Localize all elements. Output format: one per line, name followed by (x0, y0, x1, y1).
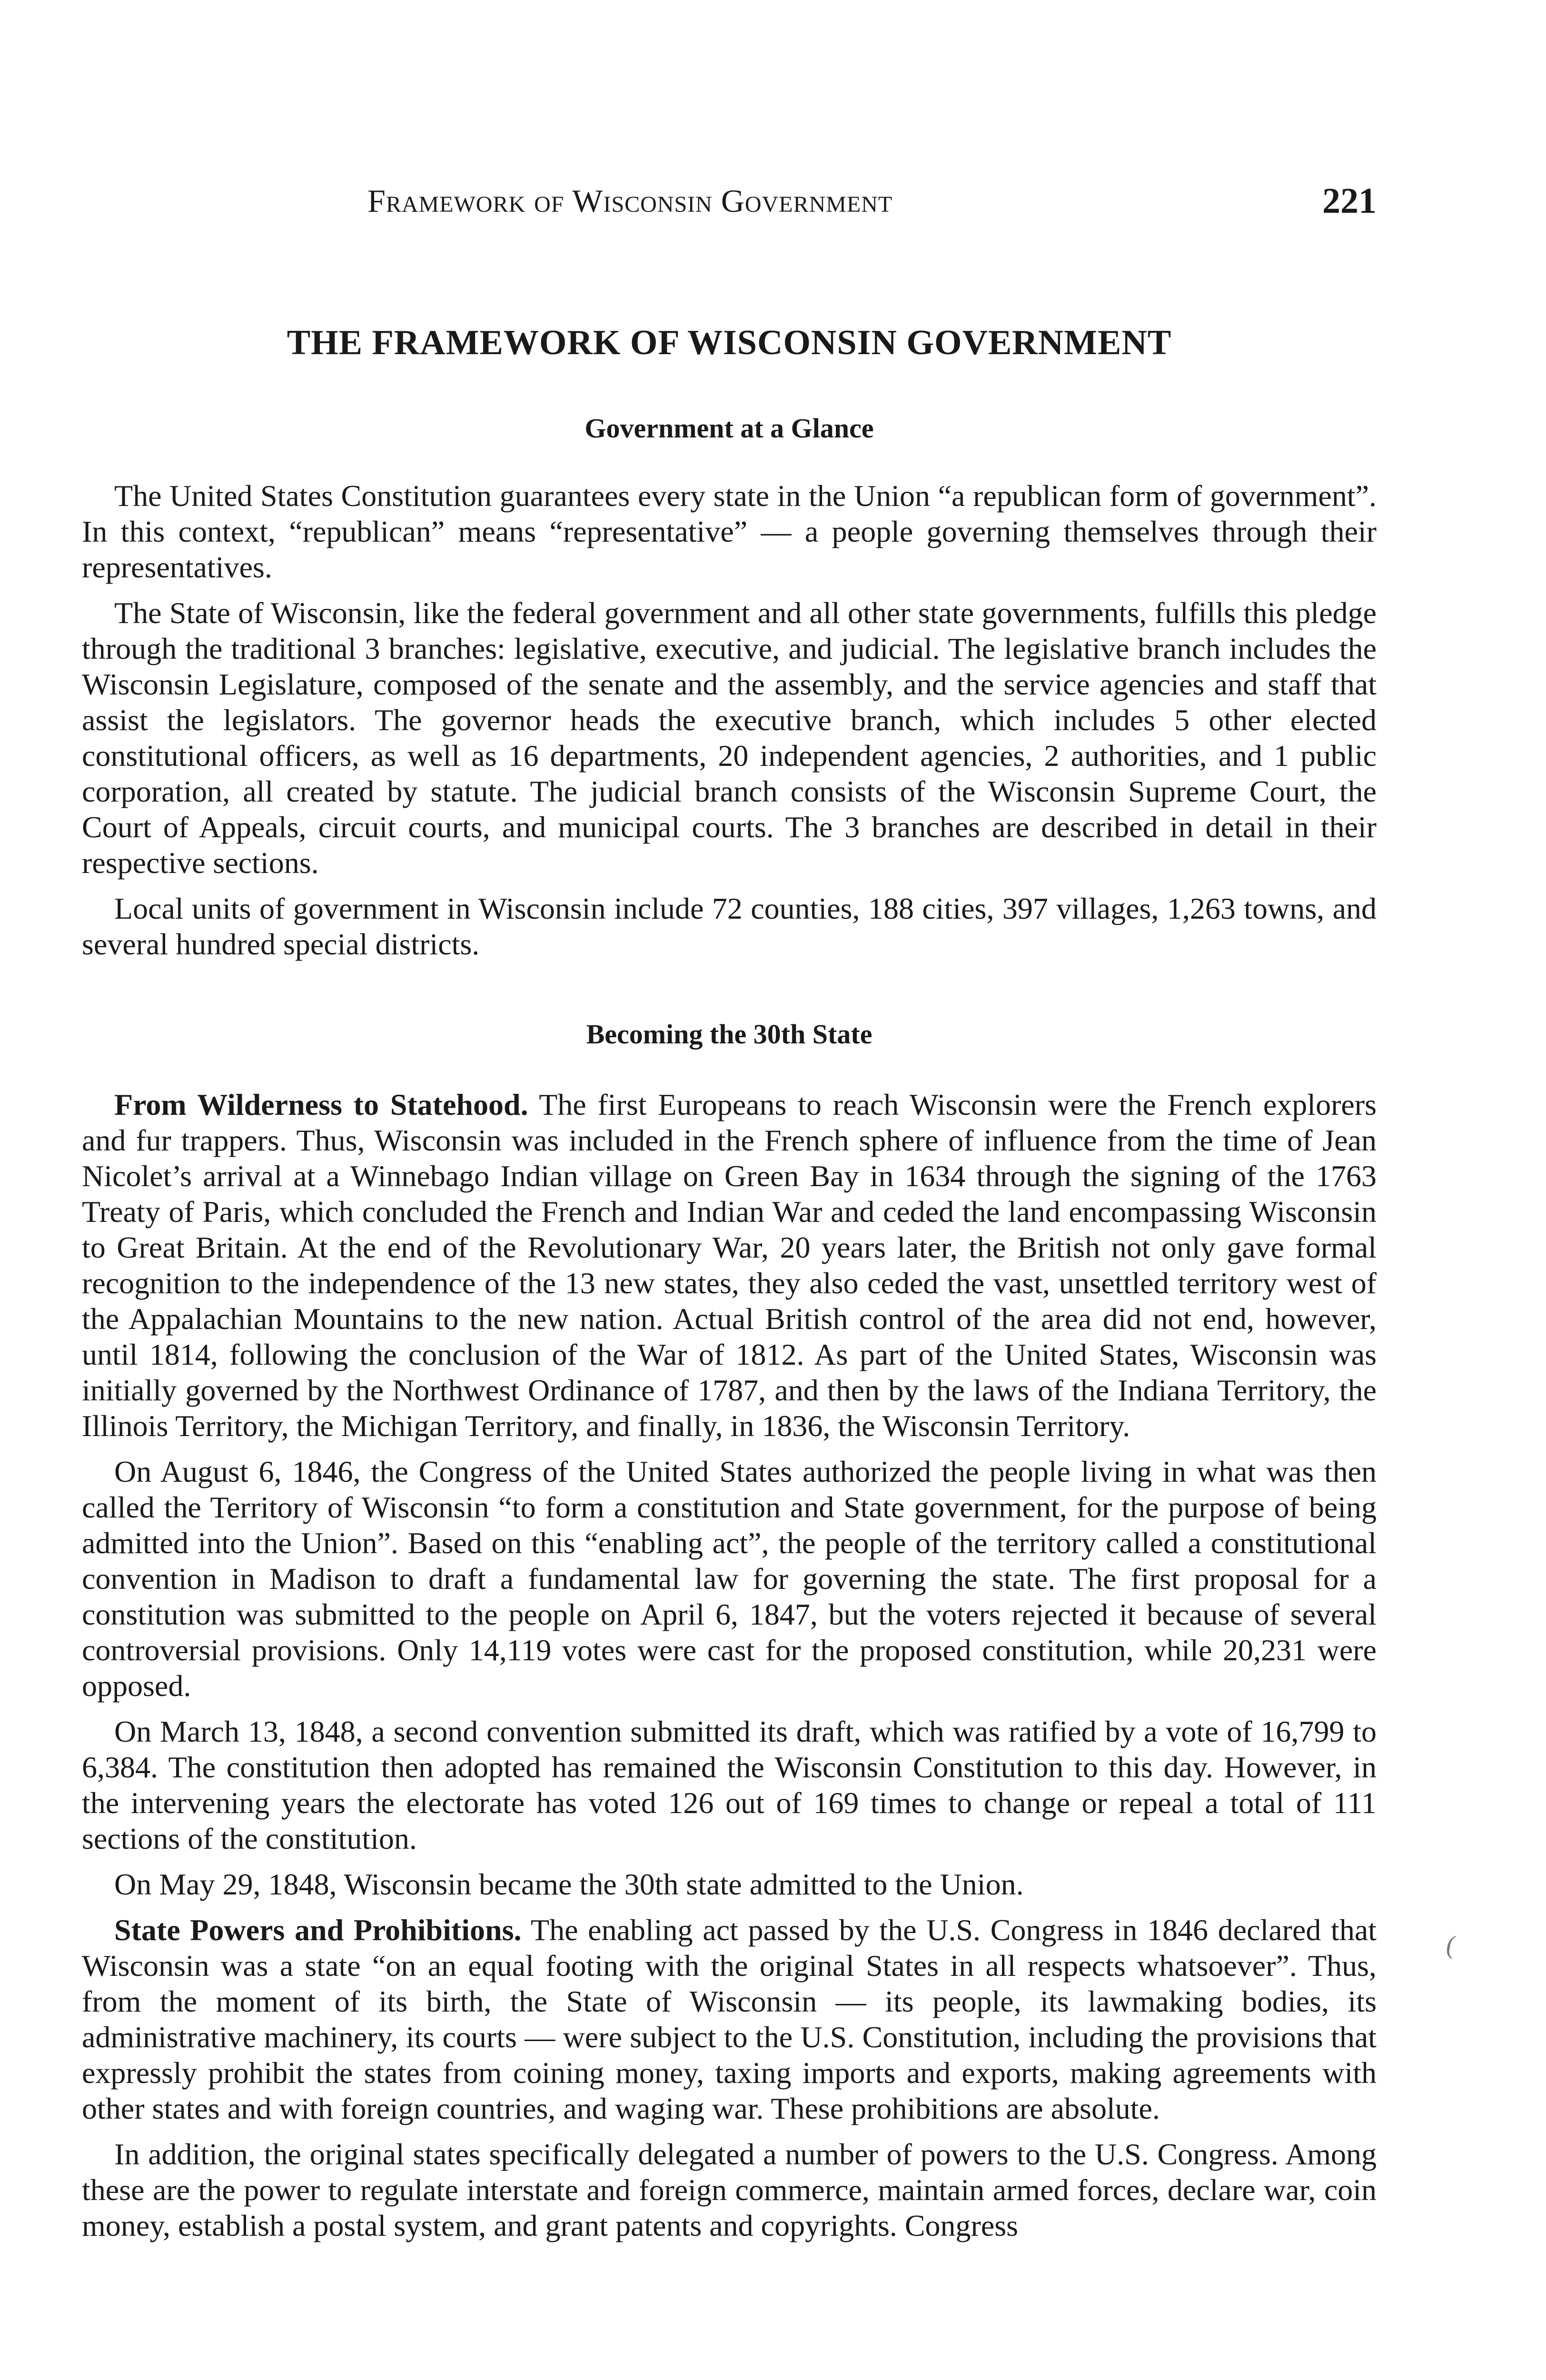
page-number: 221 (1322, 181, 1377, 221)
paragraph-delegated-powers: In addition, the original states specifically delegated a number of powers to the U.S. Congress. Among these are the power to regulate interstate and foreign commerce, maintain armed forces, declare war, coin money, establish a postal system, and grant patents and copyrights. Congress (82, 2137, 1377, 2242)
paragraph-march-1848: On March 13, 1848, a second convention submitted its draft, which was ratified by a vote of 16,799 to 6,384. The constitution then adopted has remained the Wisconsin Constitution to this day. However, in the intervening years the electorate has voted 126 out of 169 times to change or repeal a total of 111 sections of the constitution. (82, 1715, 1377, 1855)
document-page (82, 0, 1377, 2380)
chapter-title: THE FRAMEWORK OF WISCONSIN GOVERNMENT (287, 323, 1172, 362)
body-text (82, 409, 1377, 2243)
section-heading-glance: Government at a Glance (585, 413, 874, 444)
paragraph-local-units: Local units of government in Wisconsin include 72 counties, 188 cities, 397 villages, 1,263 towns, and several hundred special districts. (82, 892, 1377, 961)
running-title: Framework of Wisconsin Government (367, 183, 893, 219)
section-heading-statehood: Becoming the 30th State (586, 1019, 872, 1050)
runin-powers: State Powers and Prohibitions. (114, 1913, 522, 1947)
runin-wilderness: From Wilderness to Statehood. (114, 1088, 528, 1121)
paragraph-branches: The State of Wisconsin, like the federal government and all other state governments, fulfills this pledge through the traditional 3 branches: legislative, executive, and judicial. The legislative branch includes the Wisconsin Legislature, composed of the senate and the assembly, and the service agencies and staff that assist the legislators. The governor heads the executive branch, which includes 5 other elected constitutional officers, as well as 16 departments, 20 independent agencies, 2 authorities, and 1 public corporation, all created by statute. The judicial branch consists of the Wisconsin Supreme Court, the Court of Appeals, circuit courts, and municipal courts. The 3 branches are described in detail in their respective sections. (82, 596, 1377, 880)
paragraph-constitution: The United States Constitution guarantees every state in the Union “a republican form of government”. In this context, “republican” means “representative” — a people governing themselves through their representatives. (82, 479, 1377, 584)
text-wilderness: The first Europeans to reach Wisconsin were the French explorers and fur trappers. Thus, Wisconsin was included in the French sphere of influence from the time of Jean Nicolet’s arrival at a Winnebago Indian village on Green Bay in 1634 through the signing of the 1763 Treaty of Paris, which concluded the French and Indian War and ceded the land encompassing Wisconsin to Great Britain. At the end of the Revolutionary War, 20 years later, the British not only gave formal recognition to the independence of the 13 new states, they also ceded the vast, unsettled territory west of the Appalachian Mountains to the new nation. Actual British control of the area did not end, however, until 1814, following the conclusion of the War of 1812. As part of the United States, Wisconsin was initially governed by the Northwest Ordinance of 1787, and then by the laws of the Indiana Territory, the Illinois Territory, the Michigan Territory, and finally, in 1836, the Wisconsin Territory. (82, 1088, 1377, 1443)
running-header (82, 177, 1377, 225)
paragraph-powers (82, 1912, 1377, 2126)
paragraph-wilderness (82, 1087, 1377, 1444)
margin-mark: ( (1446, 1931, 1455, 1959)
paragraph-august-1846: On August 6, 1846, the Congress of the United States authorized the people living in what was then called the Territory of Wisconsin “to form a constitution and State government, for the purpose of being admitted into the Union”. Based on this “enabling act”, the people of the territory called a constitutional convention in Madison to draft a fundamental law for governing the state. The first proposal for a constitution was submitted to the people on April 6, 1847, but the voters rejected it because of several controversial provisions. Only 14,119 votes were cast for the proposed constitution, while 20,231 were opposed. (82, 1455, 1377, 1703)
paragraph-may-1848: On May 29, 1848, Wisconsin became the 30th state admitted to the Union. (114, 1867, 1024, 1901)
text-powers: The enabling act passed by the U.S. Congress in 1846 declared that Wisconsin was a state “on an equal footing with the original States in all respects whatsoever”. Thus, from the moment of its birth, the State of Wisconsin — its people, its lawmaking bodies, its administrative machinery, its courts — were subject to the U.S. Constitution, including the provisions that expressly prohibit the states from coining money, taxing imports and exports, making agreements with other states and with foreign countries, and waging war. These prohibitions are absolute. (82, 1913, 1377, 2125)
